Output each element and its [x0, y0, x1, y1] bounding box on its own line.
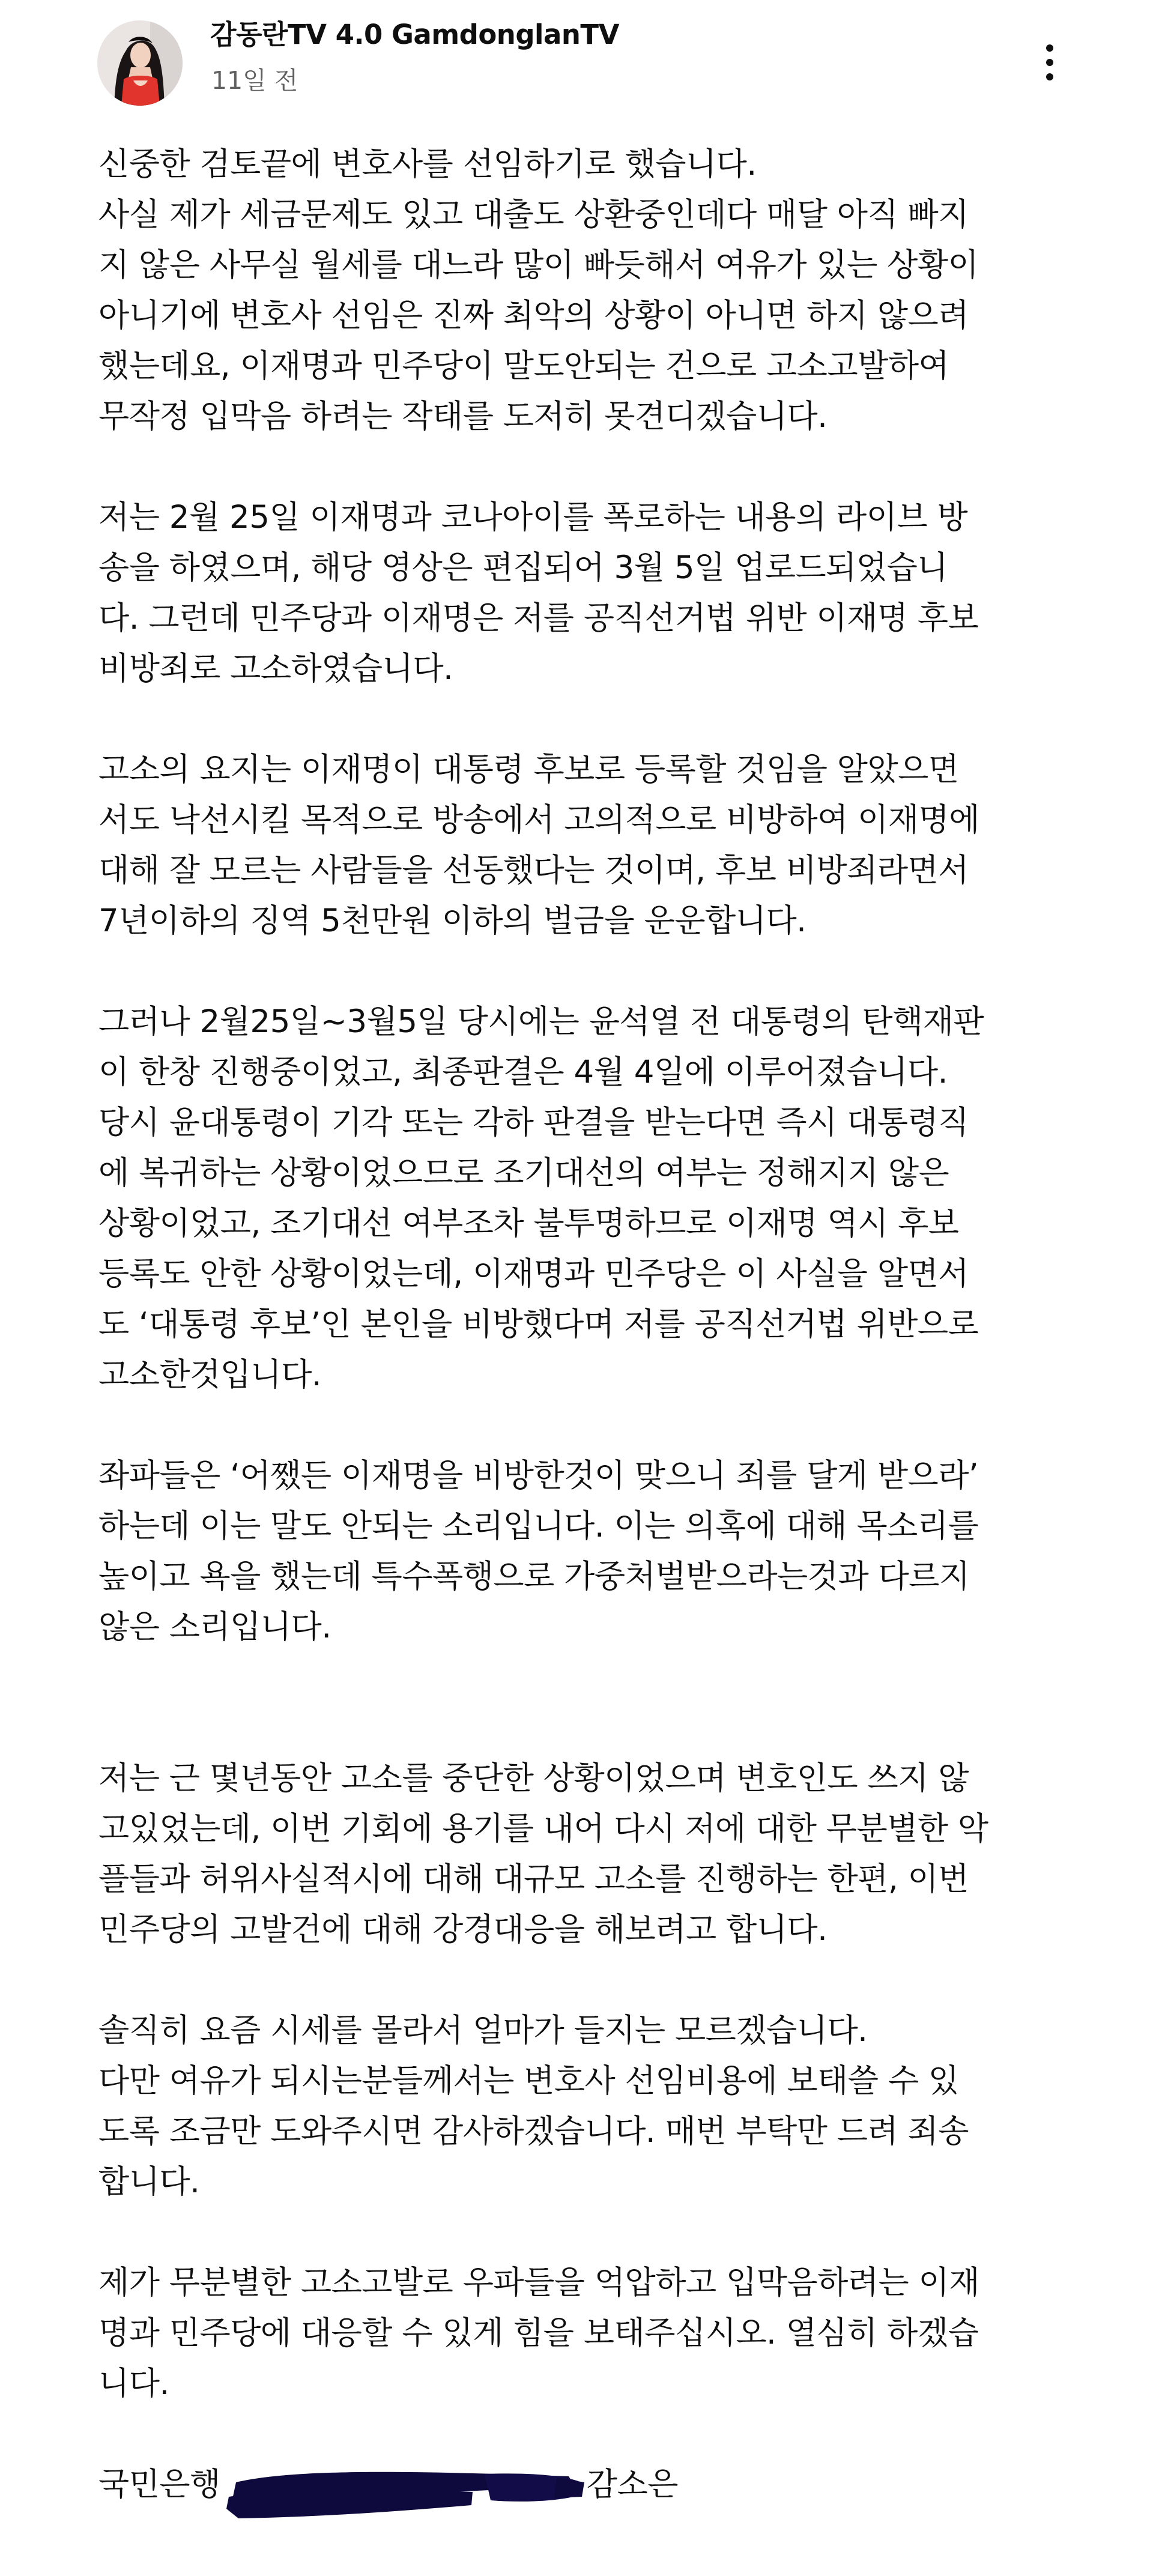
- text-line: 하는데 이는 말도 안되는 소리입니다. 이는 의혹에 대해 목소리를: [98, 1508, 979, 1544]
- text-line: 고소한것입니다.: [98, 1356, 322, 1393]
- text-line: 도 ‘대통령 후보’인 본인을 비방했다며 저를 공직선거법 위반으로: [98, 1306, 979, 1343]
- text-line: 에 복귀하는 상황이었으므로 조기대선의 여부는 정해지지 않은: [98, 1155, 949, 1191]
- text-line: 고있었는데, 이번 기회에 용기를 내어 다시 저에 대한 무분별한 악: [98, 1810, 988, 1847]
- text-line: 도록 조금만 도와주시면 감사하겠습니다. 매번 부탁만 드려 죄송: [98, 2113, 969, 2150]
- text-line: 저는 2월 25일 이재명과 코나아이를 폭로하는 내용의 라이브 방: [98, 499, 968, 536]
- text-line: 저는 근 몇년동안 고소를 중단한 상황이었으며 변호인도 쓰지 않: [98, 1760, 969, 1797]
- text-line: 고소의 요지는 이재명이 대통령 후보로 등록할 것임을 알았으면: [98, 751, 959, 788]
- text-line: 상황이었고, 조기대선 여부조차 불투명하므로 이재명 역시 후보: [98, 1205, 959, 1242]
- paragraph-5: [98, 1451, 1059, 1652]
- text-line: 송을 하였으며, 해당 영상은 편집되어 3월 5일 업로드되었습니: [98, 549, 948, 586]
- text-line: 높이고 욕을 했는데 특수폭행으로 가중처벌받으라는것과 다르지: [98, 1558, 970, 1595]
- text-line: 민주당의 고발건에 대해 강경대응을 해보려고 합니다.: [98, 1911, 828, 1948]
- avatar-image: [97, 20, 183, 106]
- channel-name[interactable]: 감동란TV 4.0 GamdonglanTV: [210, 19, 619, 50]
- text-line: 신중한 검토끝에 변호사를 선임하기로 했습니다.: [98, 146, 757, 183]
- redaction-mark: [220, 2460, 587, 2510]
- text-line: 합니다.: [98, 2163, 200, 2200]
- text-line: 명과 민주당에 대응할 수 있게 힘을 보태주십시오. 열심히 하겠습: [98, 2315, 979, 2351]
- text-line: 무작정 입막음 하려는 작태를 도저히 못견디겠습니다.: [98, 398, 828, 435]
- text-line: 이 한창 진행중이었고, 최종판결은 4월 4일에 이루어졌습니다.: [98, 1054, 948, 1090]
- text-line: 제가 무분별한 고소고발로 우파들을 억압하고 입막음하려는 이재: [98, 2264, 979, 2301]
- text-line: 서도 낙선시킬 목적으로 방송에서 고의적으로 비방하여 이재명에: [98, 802, 979, 838]
- three-dots-vertical-icon: [1046, 44, 1053, 80]
- text-line: 지 않은 사무실 월세를 대느라 많이 빠듯해서 여유가 있는 상황이: [98, 247, 979, 283]
- text-line: 사실 제가 세금문제도 있고 대출도 상환중인데다 매달 아직 빠지: [98, 196, 969, 233]
- text-line: 했는데요, 이재명과 민주당이 말도안되는 건으로 고소고발하여: [98, 348, 949, 384]
- channel-avatar[interactable]: [97, 20, 183, 106]
- text-line: 아니기에 변호사 선임은 진짜 최악의 상황이 아니면 하지 않으려: [98, 297, 969, 334]
- bank-account-paragraph: [98, 2460, 1059, 2510]
- dot: [1046, 44, 1053, 52]
- post-timestamp[interactable]: 11일 전: [211, 66, 298, 95]
- text-line: 플들과 허위사실적시에 대해 대규모 고소를 진행하는 한편, 이번: [98, 1861, 969, 1897]
- paragraph-4: [98, 997, 1059, 1400]
- paragraph-7: [98, 2006, 1059, 2207]
- text-line: 솔직히 요즘 시세를 몰라서 얼마가 들지는 모르겠습니다.: [98, 2012, 868, 2049]
- text-line: 비방죄로 고소하였습니다.: [98, 650, 453, 687]
- paragraph-8: [98, 2258, 1059, 2409]
- paragraph-3: [98, 745, 1059, 946]
- text-line: 좌파들은 ‘어쨌든 이재명을 비방한것이 맞으니 죄를 달게 받으라’: [98, 1457, 979, 1494]
- paragraph-1: [98, 139, 1059, 442]
- text-line: 대해 잘 모르는 사람들을 선동했다는 것이며, 후보 비방죄라면서: [98, 852, 969, 889]
- text-line: 니다.: [98, 2365, 169, 2402]
- paragraph-2: [98, 492, 1059, 694]
- account-holder: 감소은: [586, 2466, 678, 2503]
- text-line: 당시 윤대통령이 기각 또는 각하 판결을 받는다면 즉시 대통령직: [98, 1104, 969, 1141]
- bank-name: 국민은행: [98, 2466, 220, 2503]
- text-line: 않은 소리입니다.: [98, 1609, 331, 1645]
- bank-account-line: [98, 2460, 1059, 2510]
- dot: [1046, 59, 1053, 66]
- text-line: 다만 여유가 되시는분들께서는 변호사 선임비용에 보태쓸 수 있: [98, 2063, 959, 2099]
- dot: [1046, 73, 1053, 80]
- paragraph-6: [98, 1753, 1059, 1955]
- text-line: 7년이하의 징역 5천만원 이하의 벌금을 운운합니다.: [98, 903, 806, 939]
- text-line: 다. 그런데 민주당과 이재명은 저를 공직선거법 위반 이재명 후보: [98, 600, 979, 636]
- redaction-scribble: [220, 2446, 587, 2523]
- post-body: [98, 139, 1059, 2510]
- post-header: [0, 0, 1153, 120]
- text-line: 그러나 2월25일~3월5일 당시에는 윤석열 전 대통령의 탄핵재판: [98, 1003, 984, 1040]
- text-line: 등록도 안한 상황이었는데, 이재명과 민주당은 이 사실을 알면서: [98, 1256, 969, 1292]
- more-options-button[interactable]: [1021, 34, 1079, 91]
